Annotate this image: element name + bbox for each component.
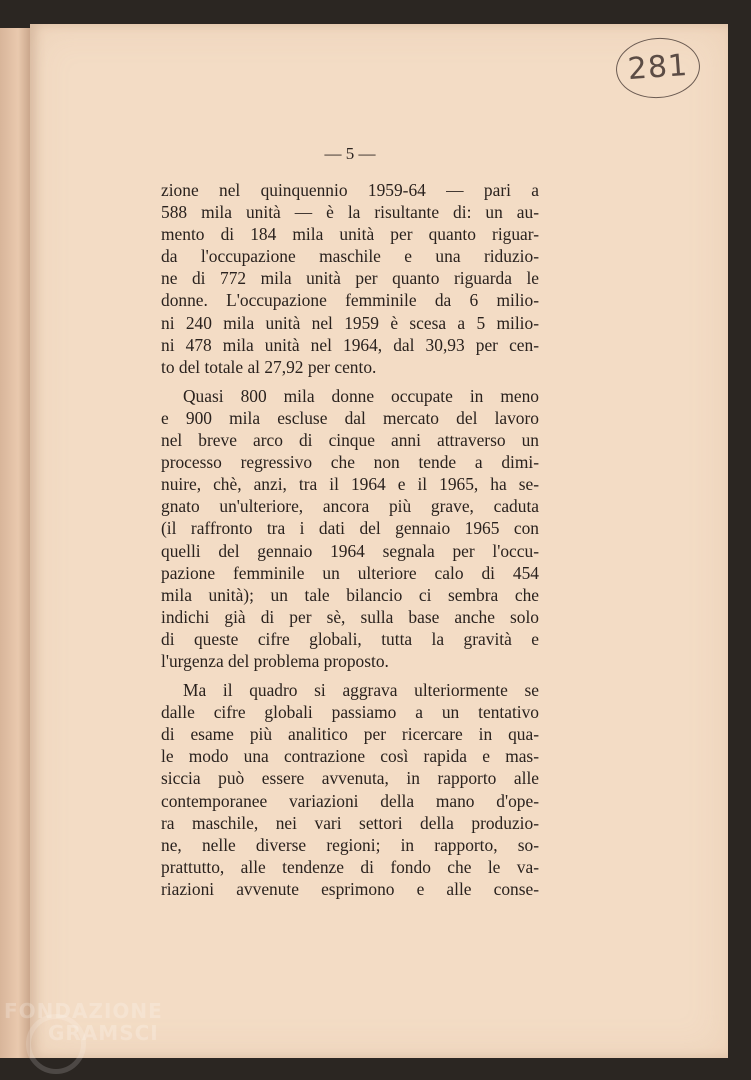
- text-line: contemporanee variazioni della mano d'ope-: [161, 790, 539, 811]
- text-line: ni 240 mila unità nel 1959 è scesa a 5 milio-: [161, 312, 539, 333]
- text-line: (il raffronto tra i dati del gennaio 1965 con: [161, 518, 539, 539]
- text-line: le modo una contrazione così rapida e mas-: [161, 746, 539, 767]
- text-line: quelli del gennaio 1964 segnala per l'occu-: [161, 540, 539, 561]
- text-line: pazione femminile un ulteriore calo di 454: [161, 562, 539, 583]
- text-line: gnato un'ulteriore, ancora più grave, caduta: [161, 496, 539, 517]
- body-text: [161, 179, 539, 907]
- paragraph: [161, 385, 539, 672]
- text-line: prattutto, alle tendenze di fondo che le va-: [161, 856, 539, 877]
- text-line: siccia può essere avvenuta, in rapporto alle: [161, 768, 539, 789]
- text-line: di esame più analitico per ricercare in qua-: [161, 724, 539, 745]
- text-line: indichi già di per sè, sulla base anche solo: [161, 606, 539, 627]
- page-number: — 5 —: [324, 144, 376, 163]
- text-line: ni 478 mila unità nel 1964, dal 30,93 per cen-: [161, 334, 539, 355]
- text-line: e 900 mila escluse dal mercato del lavoro: [161, 407, 539, 428]
- paragraph: [161, 679, 539, 900]
- text-line: 588 mila unità — è la risultante di: un au-: [161, 202, 539, 223]
- text-line: riazioni avvenute esprimono e alle conse-: [161, 878, 539, 899]
- text-line: to del totale al 27,92 per cento.: [161, 356, 377, 377]
- text-line: mila unità); un tale bilancio ci sembra che: [161, 584, 539, 605]
- text-line: mento di 184 mila unità per quanto riguar-: [161, 224, 539, 245]
- watermark-line-1: FONDAZIONE: [4, 999, 163, 1023]
- text-line: da l'occupazione maschile e una riduzio-: [161, 246, 539, 267]
- text-line: Ma il quadro si aggrava ulteriormente se: [183, 680, 539, 701]
- text-line: processo regressivo che non tende a dimi-: [161, 452, 539, 473]
- text-line: ne di 772 mila unità per quanto riguarda le: [161, 268, 539, 289]
- text-line: l'urgenza del problema proposto.: [161, 650, 389, 671]
- text-line: di queste cifre globali, tutta la gravità e: [161, 628, 539, 649]
- paragraph: [161, 179, 539, 378]
- archive-number-stamp: 281: [614, 35, 702, 101]
- text-line: nuire, chè, anzi, tra il 1964 e il 1965, ha se-: [161, 474, 539, 495]
- text-line: donne. L'occupazione femminile da 6 milio-: [161, 290, 539, 311]
- text-line: zione nel quinquennio 1959-64 — pari a: [161, 180, 539, 200]
- text-line: Quasi 800 mila donne occupate in meno: [183, 385, 539, 406]
- facing-page-edge: [0, 28, 30, 1058]
- text-line: dalle cifre globali passiamo a un tentativo: [161, 702, 539, 723]
- text-line: ra maschile, nei vari settori della produzio-: [161, 812, 539, 833]
- watermark: [4, 1000, 163, 1044]
- watermark-line-2: GRAMSCI: [48, 1021, 159, 1045]
- text-line: ne, nelle diverse regioni; in rapporto, so-: [161, 834, 539, 855]
- text-line: nel breve arco di cinque anni attraverso un: [161, 430, 539, 451]
